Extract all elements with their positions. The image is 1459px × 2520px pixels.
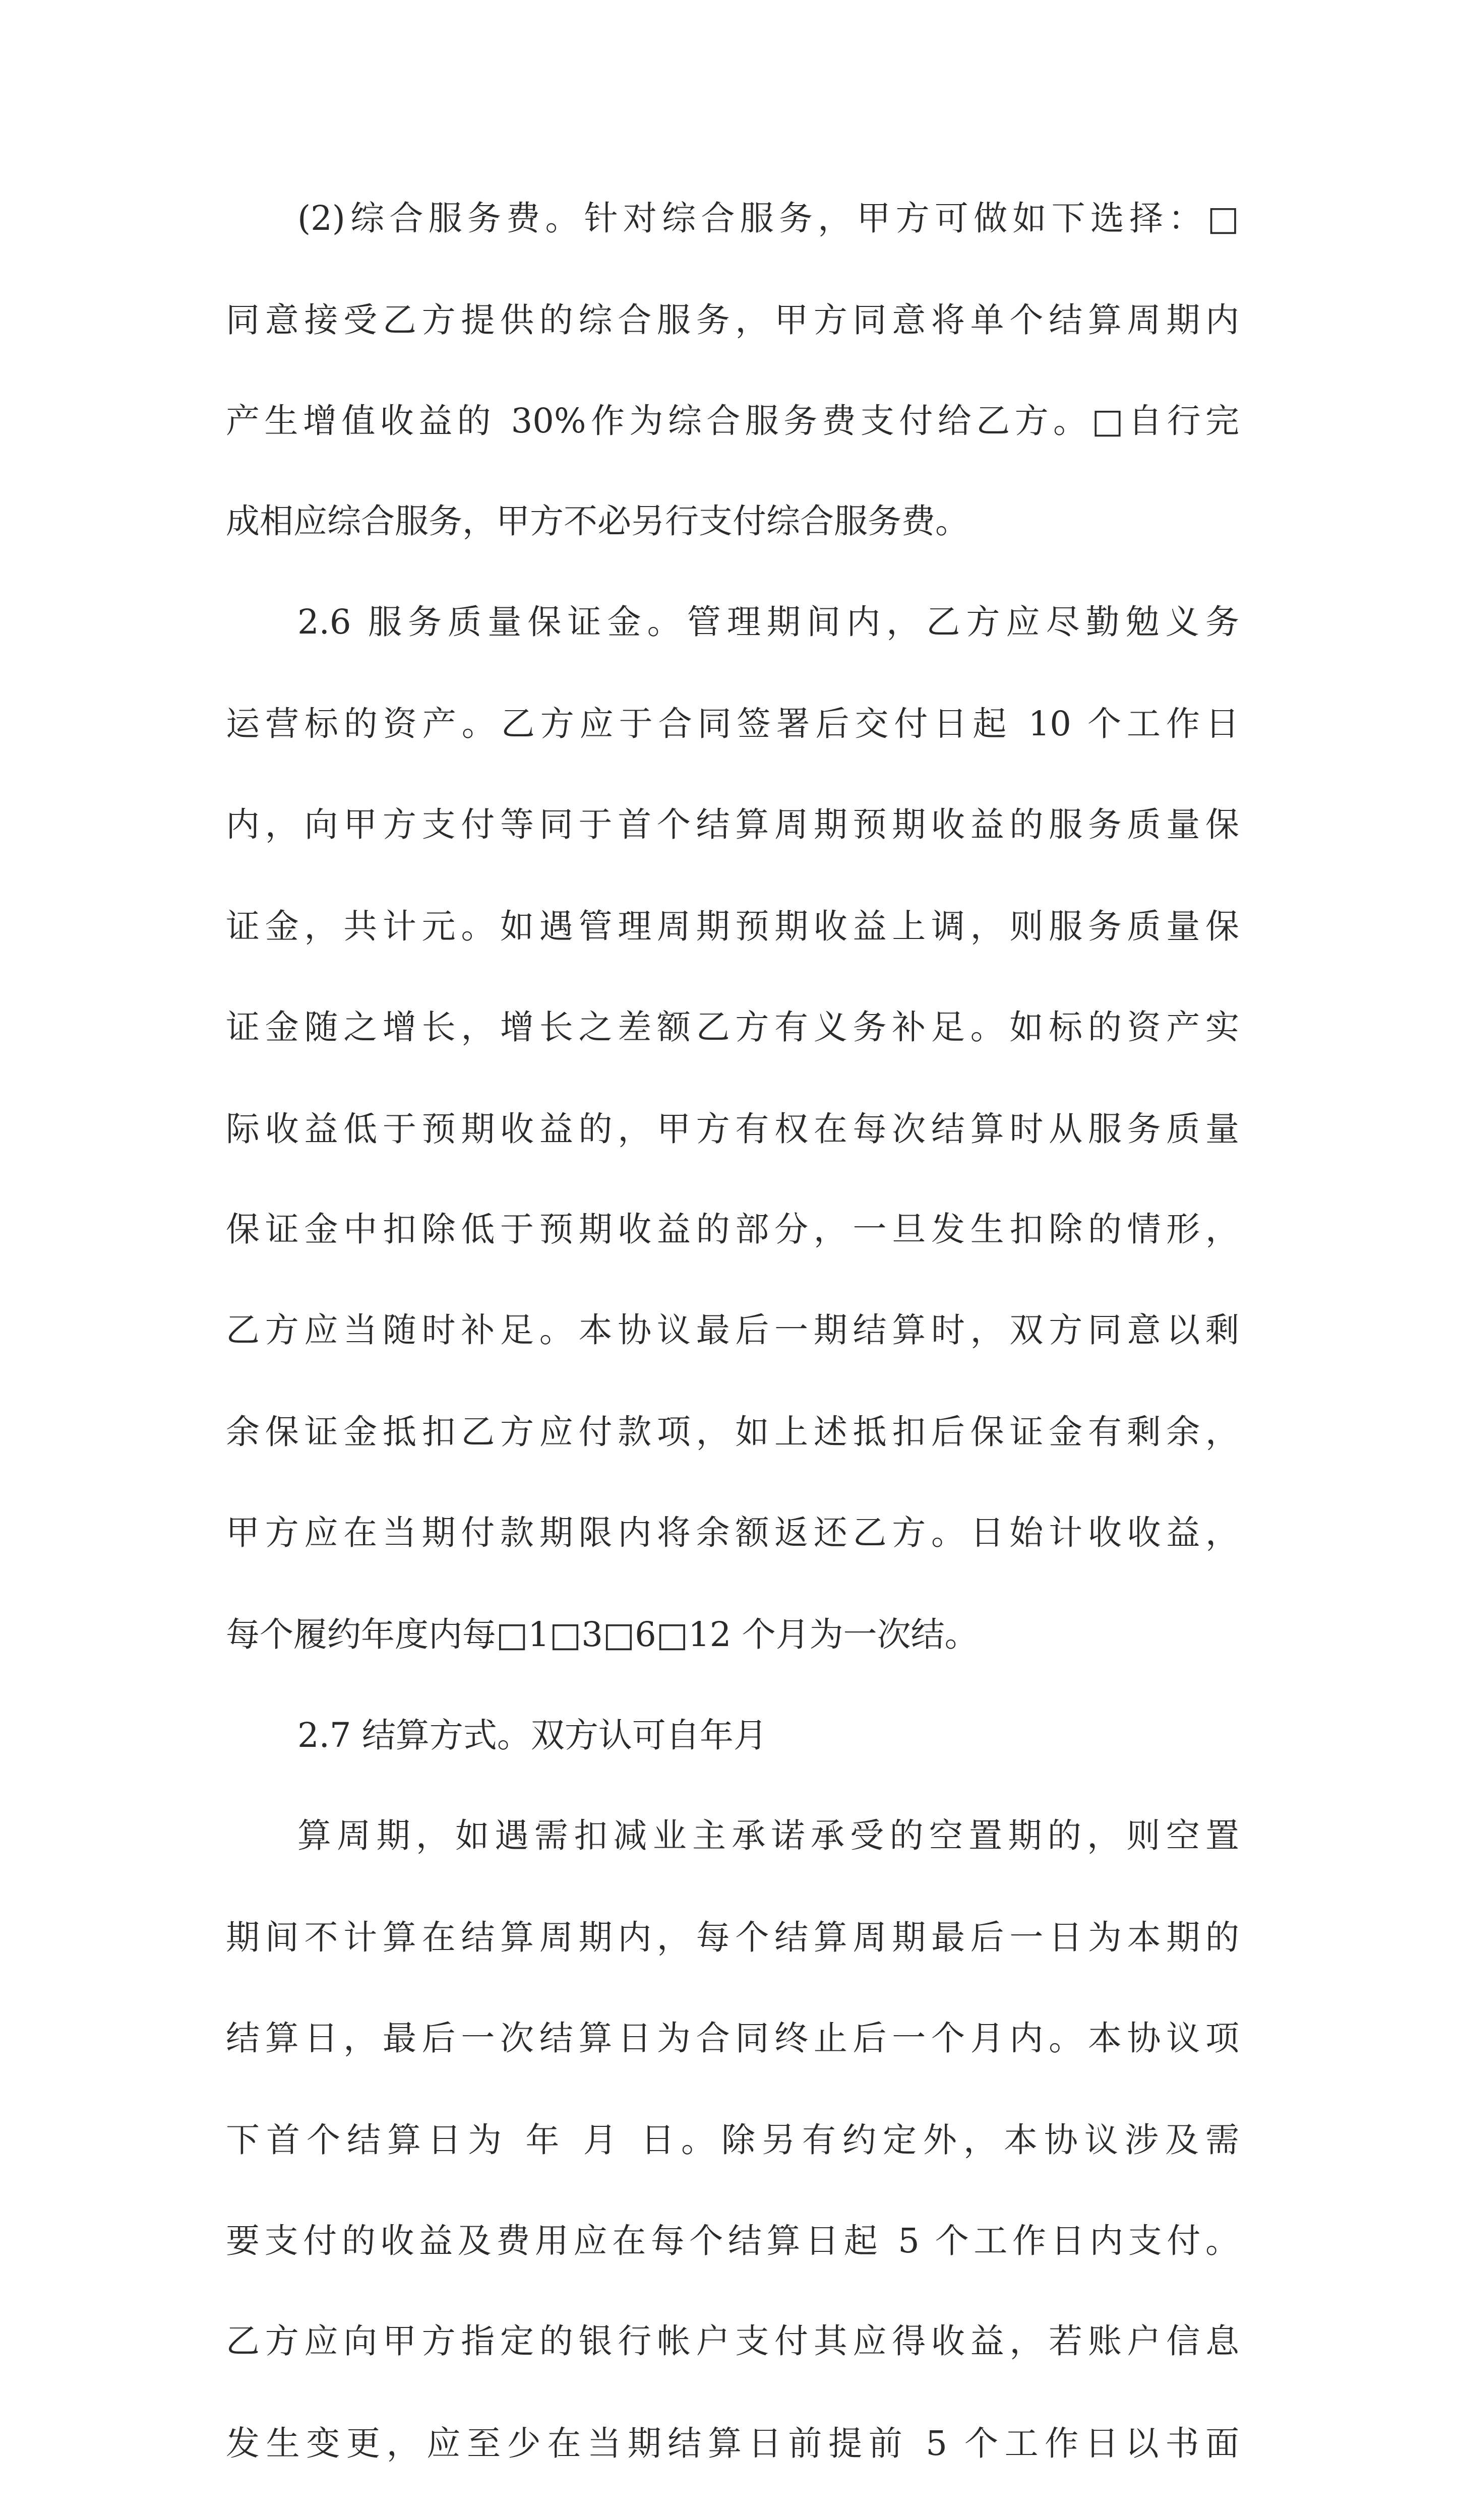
- paragraph-line: 运营标的资产。乙方应于合同签署后交付日起 10 个工作日: [226, 704, 1239, 743]
- paragraph-line: 余保证金抵扣乙方应付款项，如上述抵扣后保证金有剩余，: [226, 1412, 1239, 1452]
- paragraph-line: 期间不计算在结算周期内，每个结算周期最后一日为本期的: [226, 1918, 1239, 1957]
- paragraph-line: 下首个结算日为 年 月 日。除另有约定外，本协议涉及需: [226, 2120, 1239, 2160]
- paragraph-line: 发生变更，应至少在当期结算日前提前 5 个工作日以书面: [226, 2424, 1239, 2463]
- paragraph-line: 证金，共计元。如遇管理周期预期收益上调，则服务质量保: [226, 907, 1239, 946]
- paragraph-line: 乙方应当随时补足。本协议最后一期结算时，双方同意以剩: [226, 1310, 1239, 1350]
- paragraph-line: 结算日，最后一次结算日为合同终止后一个月内。本协议项: [226, 2019, 1239, 2058]
- paragraph-line: 同意接受乙方提供的综合服务，甲方同意将单个结算周期内: [226, 300, 1239, 340]
- paragraph-line: 际收益低于预期收益的，甲方有权在每次结算时从服务质量: [226, 1109, 1239, 1149]
- paragraph-line: 产生增值收益的 30%作为综合服务费支付给乙方。□自行完: [226, 401, 1239, 440]
- paragraph-line: 内，向甲方支付等同于首个结算周期预期收益的服务质量保: [226, 805, 1239, 844]
- paragraph-line: 要支付的收益及费用应在每个结算日起 5 个工作日内支付。: [226, 2221, 1239, 2260]
- paragraph-line: 保证金中扣除低于预期收益的部分，一旦发生扣除的情形，: [226, 1210, 1239, 1249]
- paragraph-line: 甲方应在当期付款期限内将余额返还乙方。日始计收收益，: [226, 1513, 1239, 1552]
- paragraph-line: 2.6 服务质量保证金。管理期间内，乙方应尽勤勉义务: [297, 602, 1239, 642]
- paragraph-line: 乙方应向甲方指定的银行帐户支付其应得收益，若账户信息: [226, 2321, 1239, 2361]
- paragraph-line: 证金随之增长，增长之差额乙方有义务补足。如标的资产实: [226, 1007, 1239, 1047]
- paragraph-line: (2)综合服务费。针对综合服务，甲方可做如下选择：□: [297, 199, 1239, 238]
- paragraph-line: 每个履约年度内每□1□3□6□12 个月为一次结。: [226, 1615, 979, 1654]
- paragraph-line: [226, 2506, 1239, 2520]
- paragraph-line: 成相应综合服务，甲方不必另行支付综合服务费。: [226, 501, 969, 541]
- section-heading-line: 2.7 结算方式。双方认可自年月: [297, 1716, 767, 1755]
- paragraph-line: 算周期，如遇需扣减业主承诺承受的空置期的，则空置: [297, 1816, 1239, 1855]
